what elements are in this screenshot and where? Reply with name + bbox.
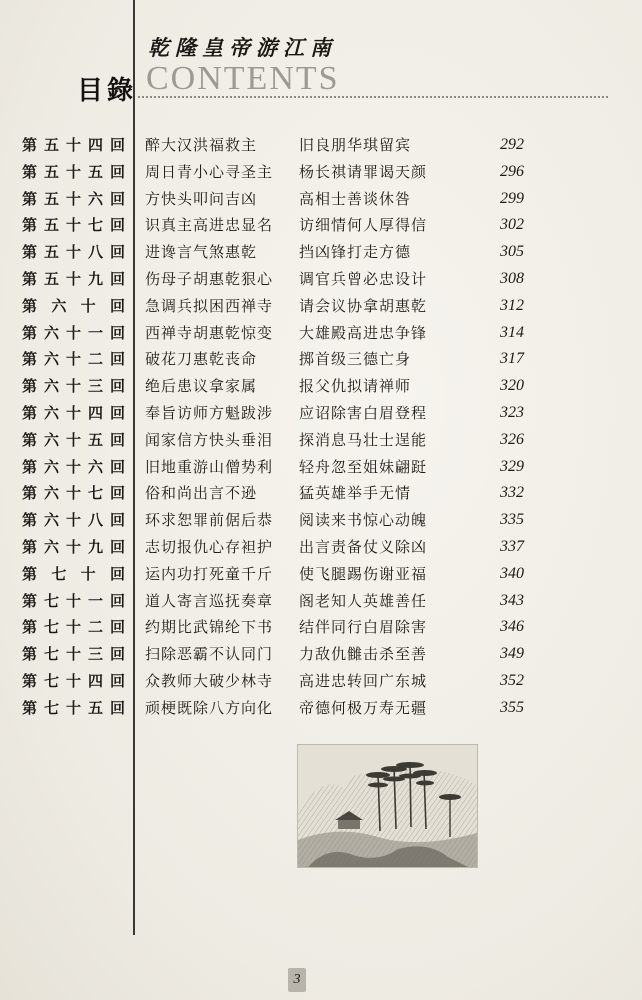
chapter-number: 第 五 十 八 回 [22,243,125,262]
chapter-title-first-line: 醉大汉洪福救主 [145,136,258,154]
page-reference: 299 [500,189,524,207]
page-reference: 314 [500,323,524,341]
page-reference: 355 [500,698,524,716]
chapter-title-first-line: 俗和尚出言不逊 [145,484,258,503]
chapter-title-first-line: 旧地重游山僧势利 [145,457,274,476]
page-reference: 320 [500,377,524,395]
chapter-title-first-line: 运内功打死童千斤 [145,564,274,583]
chapter-number: 第 七 十 一 回 [22,591,125,610]
chapter-number: 第 七 十 回 [22,564,125,583]
chapter-number: 第 六 十 一 回 [22,323,125,342]
toc-row [0,373,642,399]
chapter-title-first-line: 西禅寺胡惠乾惊变 [145,323,274,342]
chapter-number: 第 七 十 二 回 [22,618,125,637]
page-reference: 352 [500,672,524,689]
chapter-title-first-line: 约期比武锦纶下书 [145,618,274,637]
page-reference: 326 [500,430,524,448]
chapter-title-second-line: 报父仇拟请禅师 [299,377,412,396]
chapter-title-first-line: 识真主高进忠显名 [145,216,274,235]
landscape-illustration [298,745,477,867]
chapter-title-second-line: 应诏除害白眉登程 [299,404,428,422]
chapter-title-second-line: 使飞腿踢伤谢亚福 [299,564,428,583]
chapter-number: 第 五 十 五 回 [22,162,125,181]
chapter-number: 第 六 十 二 回 [22,350,125,369]
toc-row [0,186,642,212]
toc-row [0,588,642,614]
chapter-title-first-line: 顽梗既除八方向化 [145,698,274,717]
chapter-title-first-line: 伤母子胡惠乾狠心 [145,270,274,288]
page-reference: 332 [500,484,524,502]
toc-row [0,454,642,480]
chapter-title-second-line: 访细情何人厚得信 [299,216,428,235]
toc-row [0,614,642,640]
chapter-title-first-line: 方快头叩问吉凶 [145,189,258,208]
page-reference: 308 [500,270,524,287]
chapter-title-first-line: 进谗言气煞惠乾 [145,243,258,262]
toc-row [0,266,642,292]
page-reference: 343 [500,591,524,609]
chapter-number: 第 六 十 七 回 [22,484,125,503]
page-reference: 337 [500,538,524,555]
chapter-title-second-line: 掷首级三德亡身 [299,350,412,369]
chapter-title-first-line: 志切报仇心存袒护 [145,538,274,556]
toc-row [0,427,642,453]
toc-row [0,480,642,506]
page-reference: 305 [500,243,524,261]
page-reference: 312 [500,296,524,314]
chapter-title-second-line: 杨长祺请罪谒天颜 [299,162,428,181]
landscape-engraving [297,744,478,868]
chapter-title-second-line: 挡凶锋打走方德 [299,243,412,262]
chapter-title-first-line: 闻家信方快头垂泪 [145,430,274,449]
chapter-title-first-line: 绝后患议拿家属 [145,377,258,396]
chapter-number: 第 七 十 四 回 [22,672,125,690]
page-reference: 323 [500,404,524,421]
toc-row [0,641,642,667]
chapter-number: 第 五 十 六 回 [22,189,125,208]
page-reference: 317 [500,350,524,368]
contents-heading: CONTENTS [146,60,340,97]
page-reference: 329 [500,457,524,475]
chapter-number: 第 五 十 九 回 [22,270,125,288]
chapter-title-second-line: 结伴同行白眉除害 [299,618,428,637]
chapter-title-second-line: 猛英雄举手无情 [299,484,412,503]
toc-row [0,212,642,238]
chapter-title-first-line: 众教师大破少林寺 [145,672,274,690]
chapter-number: 第 七 十 五 回 [22,698,125,717]
page-reference: 346 [500,618,524,636]
chapter-title-second-line: 帝德何极万寿无疆 [299,698,428,717]
chapter-title-second-line: 阁老知人英雄善任 [299,591,428,610]
toc-row [0,400,642,426]
chapter-title-first-line: 急调兵拟困西禅寺 [145,296,274,315]
chapter-title-first-line: 道人寄言巡抚奏章 [145,591,274,610]
toc-row [0,293,642,319]
chapter-title-second-line: 旧良朋华琪留宾 [299,136,412,154]
chapter-title-second-line: 探消息马壮士逞能 [299,430,428,449]
chapter-number: 第 六 十 四 回 [22,404,125,422]
chapter-title-second-line: 调官兵曾必忠设计 [299,270,428,288]
chapter-title-first-line: 周日青小心寻圣主 [145,162,274,181]
toc-row [0,561,642,587]
toc-row [0,695,642,721]
toc-label: 目錄 [77,76,138,106]
chapter-title-first-line: 破花刀惠乾丧命 [145,350,258,369]
chapter-number: 第 六 十 六 回 [22,457,125,476]
chapter-title-second-line: 高进忠转回广东城 [299,672,428,690]
chapter-number: 第 六 十 回 [22,296,125,315]
chapter-title-second-line: 轻舟忽至姐妹翩跹 [299,457,428,476]
book-title: 乾隆皇帝游江南 [148,35,337,60]
page-reference: 296 [500,162,524,180]
page-reference: 292 [500,136,524,153]
chapter-title-second-line: 高相士善谈休咎 [299,189,412,208]
chapter-title-second-line: 出言责备仗义除凶 [299,538,428,556]
page-number: 3 [288,968,306,992]
chapter-title-first-line: 扫除恶霸不认同门 [145,645,274,664]
chapter-title-second-line: 力敌仇雠击杀至善 [299,645,428,664]
chapter-number: 第 五 十 七 回 [22,216,125,235]
chapter-number: 第 六 十 八 回 [22,511,125,530]
toc-row [0,346,642,372]
chapter-title-second-line: 大雄殿高进忠争锋 [299,323,428,342]
chapter-number: 第 六 十 五 回 [22,430,125,449]
page-reference: 340 [500,564,524,582]
page-reference: 335 [500,511,524,529]
chapter-number: 第 六 十 三 回 [22,377,125,396]
toc-row [0,534,642,560]
chapter-number: 第 六 十 九 回 [22,538,125,556]
toc-row [0,668,642,694]
chapter-number: 第 五 十 四 回 [22,136,125,154]
dotted-rule [138,96,608,98]
chapter-title-first-line: 奉旨访师方魁跋涉 [145,404,274,422]
toc-row [0,159,642,185]
toc-row [0,507,642,533]
page-reference: 302 [500,216,524,234]
chapter-title-first-line: 环求恕罪前倨后恭 [145,511,274,530]
chapter-title-second-line: 阅读来书惊心动魄 [299,511,428,530]
page-reference: 349 [500,645,524,663]
toc-row [0,132,642,158]
chapter-title-second-line: 请会议协拿胡惠乾 [299,296,428,315]
toc-row [0,239,642,265]
chapter-number: 第 七 十 三 回 [22,645,125,664]
toc-row [0,320,642,346]
